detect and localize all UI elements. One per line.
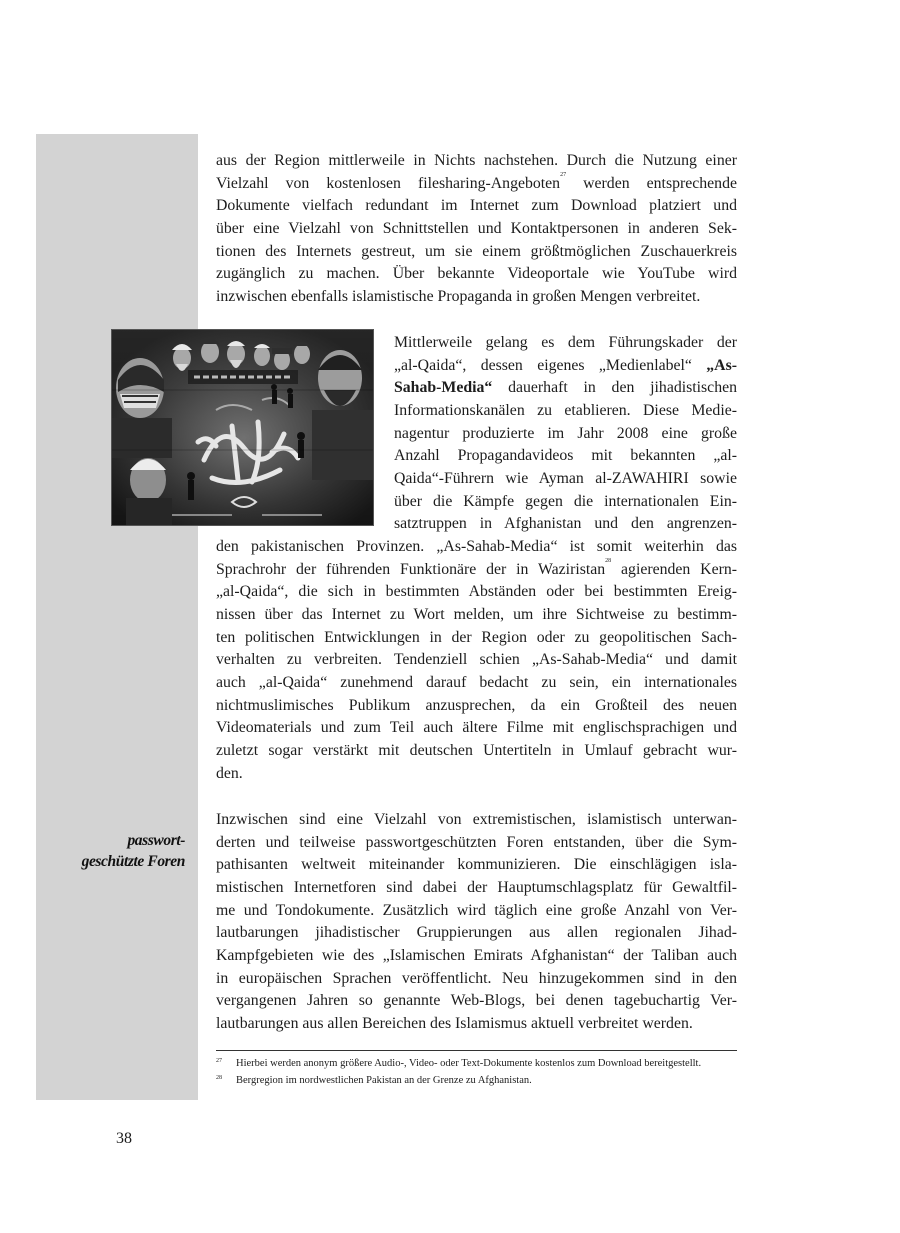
- text-line: tionen des Internets gestreut, um sie einem größtmöglichen Zuschauerkreis: [216, 242, 737, 260]
- text-line: Anzahl Propagandavideos mit bekannten „al-: [394, 447, 737, 465]
- margin-note: [40, 830, 185, 872]
- margin-note-line1: passwort-: [127, 832, 185, 849]
- page-number: 38: [116, 1130, 132, 1147]
- footnote-ref[interactable]: 28: [605, 557, 612, 564]
- footnote-27: [216, 1056, 737, 1072]
- footnote-28: [216, 1073, 737, 1089]
- text-line: nagentur produzierte im Jahr 2008 eine große: [394, 424, 737, 442]
- text-line: aus der Region mittlerweile in Nichts nachstehen. Durch die Nutzung einer: [216, 152, 737, 169]
- as-sahab-media-emphasis: Sahab-Media“: [394, 379, 493, 397]
- paragraph-2-top: [394, 332, 737, 536]
- paragraph-3: [216, 809, 737, 1036]
- footnotes: [216, 1056, 737, 1089]
- text-line: auch „al-Qaida“ zunehmend darauf bedacht zu sein, ein internationales: [216, 673, 737, 691]
- text-line: in europäischen Sprachen veröffentlicht. Neu hinzugekommen sind in den: [216, 969, 737, 987]
- text-line: satztruppen in Afghanistan und den angrenzen-: [394, 515, 737, 533]
- text-line: verhalten zu verbreiten. Tendenziell schien „As-Sahab-Media“ und damit: [216, 651, 737, 669]
- text-line: lautbarungen aus allen Bereichen des Islamismus aktuell verbreitet werden.: [216, 1014, 693, 1032]
- paragraph-2-bottom: [216, 536, 737, 785]
- as-sahab-media-emphasis: „As-: [706, 356, 737, 374]
- paragraph-1: [216, 150, 737, 309]
- text-line: über die Kämpfe gegen die internationalen Ein-: [394, 492, 737, 510]
- footnote-text: Bergregion im nordwestlichen Pakistan an der Grenze zu Afghanistan.: [236, 1074, 532, 1086]
- text-line: Dokumente vielfach redundant im Internet zum Download platziert und: [216, 197, 737, 215]
- text-line: Informationskanälen zu etablieren. Diese Medie-: [394, 401, 737, 419]
- text-line: nichtmuslimisches Publikum anzusprechen, da ein Großteil des neuen: [216, 696, 737, 714]
- text-line: zugänglich zu machen. Über bekannte Videoportale wie YouTube wird: [216, 265, 737, 283]
- text-line: me und Tondokumente. Zusätzlich wird täglich eine große Anzahl von Ver-: [216, 901, 737, 919]
- text-line: lautbarungen jihadistischer Gruppierungen aus allen regionalen Jihad-: [216, 924, 737, 942]
- text-line: „al-Qaida“, dessen eigenes „Medienlabel“ „As-: [394, 356, 737, 374]
- text-line: den.: [216, 764, 243, 782]
- propaganda-video-image: [111, 329, 374, 526]
- footnote-text: Hierbei werden anonym größere Audio-, Video- oder Text-Dokumente kostenlos zum Download bereitgestellt.: [236, 1058, 702, 1069]
- text-line: vergangenen Jahren so genannte Web-Blogs, bei denen tagebuchartig Ver-: [216, 992, 737, 1010]
- text-line: Kampfgebieten wie des „Islamischen Emirats Afghanistan“ der Taliban auch: [216, 946, 737, 964]
- text-line: nissen über das Internet zu Wort melden, um ihre Sichtweise zu bestimm-: [216, 605, 737, 623]
- text-line: „al-Qaida“, die sich in bestimmten Abständen oder bei bestimmten Ereig-: [216, 583, 737, 601]
- text-line: Sahab-Media“ dauerhaft in den jihadistischen: [394, 379, 738, 397]
- footnote-divider: [216, 1050, 737, 1051]
- text-line: ten politischen Entwicklungen in der Region oder zu geopolitischen Sach-: [216, 628, 737, 646]
- text-line: Videomaterials und zum Teil auch ältere Filme mit englischsprachigen und: [216, 719, 737, 737]
- footnote-number: 28: [216, 1074, 222, 1081]
- text-line: Mittlerweile gelang es dem Führungskader der: [394, 334, 737, 351]
- footnote-number: 27: [216, 1058, 222, 1064]
- text-line: Qaida“-Führern wie Ayman al-ZAWAHIRI sowie: [394, 469, 737, 487]
- text-line: mistischen Internetforen sind dabei der Hauptumschlagsplatz für Gewaltfil-: [216, 878, 737, 896]
- text-line: über eine Vielzahl von Schnittstellen und Kontaktpersonen in anderen Sek-: [216, 219, 737, 237]
- text-line: inzwischen ebenfalls islamistische Propaganda in großen Mengen verbreitet.: [216, 287, 701, 305]
- text-line: zuletzt sogar verstärkt mit deutschen Untertiteln in Umlauf gebracht wur-: [216, 741, 737, 759]
- text-line: Inzwischen sind eine Vielzahl von extremistischen, islamistisch unterwan-: [216, 811, 737, 828]
- text-line: derten und teilweise passwortgeschützten Foren entstanden, über die Sym-: [216, 833, 737, 851]
- text-line: den pakistanischen Provinzen. „As-Sahab-Media“ ist somit weiterhin das: [216, 538, 737, 555]
- margin-sidebar: [36, 134, 198, 1100]
- text-line: Vielzahl von kostenlosen filesharing-Angeboten$^{27}$ werden entsprechende: [216, 171, 737, 192]
- text-line: Sprachrohr der führenden Funktionäre der in Waziristan$^{28}$ agierenden Kern-: [216, 557, 738, 578]
- footnote-ref[interactable]: 27: [560, 171, 567, 178]
- text-line: pathisanten weltweit miteinander kommunizieren. Die einschlägigen isla-: [216, 856, 737, 874]
- margin-note-line2: geschützte Foren: [81, 853, 185, 870]
